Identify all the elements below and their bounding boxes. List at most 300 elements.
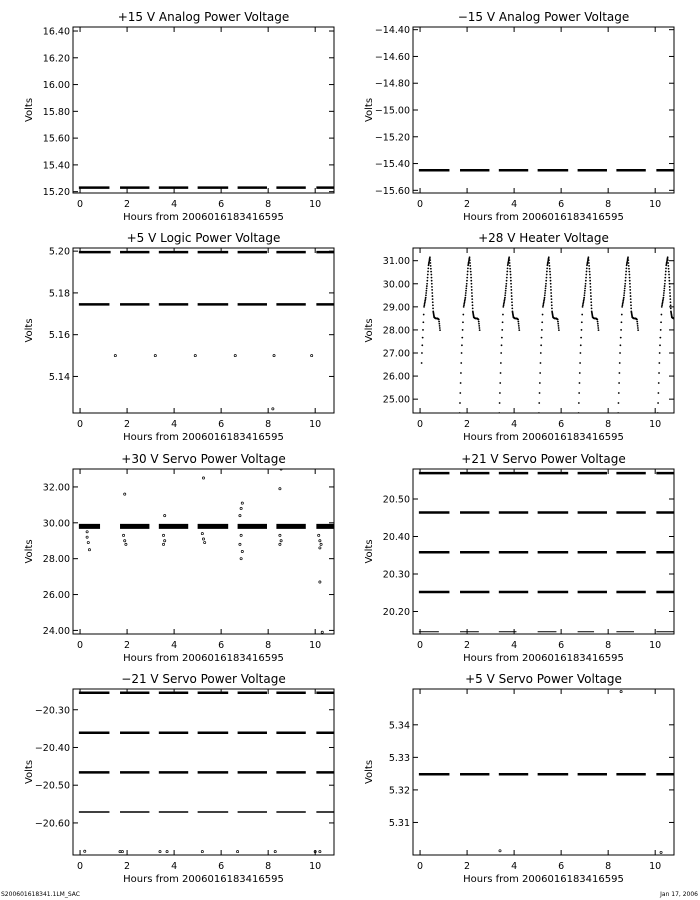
chart-4-cycle-3-point xyxy=(501,344,503,346)
chart-4-xtick-label: 4 xyxy=(511,419,518,430)
chart-4-cycle-1-point xyxy=(438,319,440,321)
chart-1-xtick-label: 0 xyxy=(77,199,84,210)
chart-3-ytick-label: 5.18 xyxy=(48,288,70,300)
chart-4-cycle-2-point xyxy=(478,319,480,321)
chart-4-cycle-5-point xyxy=(588,268,590,270)
chart-4-cycle-2-point xyxy=(471,292,473,294)
chart-4-cycle-6-point xyxy=(622,303,624,305)
chart-4-cycle-1-point xyxy=(423,306,425,308)
chart-4-cycle-3-point xyxy=(505,290,507,292)
chart-4-cycle-7-point xyxy=(664,277,666,279)
chart-4-cycle-4-point xyxy=(541,337,543,339)
chart-4-cycle-2-point xyxy=(465,294,467,296)
chart-5-point xyxy=(201,532,203,534)
chart-7-xtick-label: 8 xyxy=(265,861,272,872)
chart-8-ytick-label: 5.33 xyxy=(388,752,410,764)
chart-4-cycle-7-point xyxy=(659,344,661,346)
chart-3-xtick-label: 10 xyxy=(309,419,322,430)
chart-4-cycle-2-point xyxy=(469,256,471,258)
chart-4-cycle-3-point xyxy=(505,285,507,287)
chart-4-cycle-6-point xyxy=(630,304,632,306)
chart-5-point xyxy=(162,534,164,536)
chart-4-cycle-3-point xyxy=(510,280,512,282)
chart-4-cycle-2-point xyxy=(470,280,472,282)
chart-4-cycle-5-point xyxy=(580,352,582,354)
chart-7-point xyxy=(319,851,321,853)
chart-4-cycle-5-point xyxy=(589,283,591,285)
chart-5-xtick-label: 2 xyxy=(124,640,131,651)
chart-4-cycle-6-point xyxy=(625,267,627,269)
chart-4-cycle-4-point xyxy=(546,274,548,276)
chart-4-cycle-7-point xyxy=(665,267,667,269)
chart-4-cycle-6-point xyxy=(630,298,632,300)
chart-4-cycle-5-point xyxy=(584,294,586,296)
chart-4-ytick-label: 31.00 xyxy=(382,256,410,268)
chart-4-cycle-6-point xyxy=(623,292,625,294)
chart-4-cycle-6-point xyxy=(630,307,632,309)
chart-4-cycle-7-point xyxy=(662,300,664,302)
chart-7-xtick-label: 10 xyxy=(309,861,322,872)
chart-5-point xyxy=(319,547,321,549)
chart-4-cycle-2-point xyxy=(472,307,474,309)
chart-8-xtick-label: 0 xyxy=(417,861,424,872)
chart-4 xyxy=(364,231,679,443)
chart-4-cycle-1-point xyxy=(432,304,434,306)
chart-8-point xyxy=(660,851,662,853)
chart-4-cycle-4-point xyxy=(545,287,547,289)
chart-4-cycle-5-point xyxy=(589,280,591,282)
chart-4-cycle-2-point xyxy=(464,297,466,299)
chart-4-cycle-4-point xyxy=(538,402,540,404)
chart-7-xtick-label: 4 xyxy=(171,861,178,872)
chart-4-cycle-6-point xyxy=(628,268,630,270)
chart-4-cycle-7-point xyxy=(659,352,661,354)
chart-4-cycle-3-point xyxy=(504,294,506,296)
chart-4-cycle-5-point xyxy=(579,372,581,374)
chart-6-ylabel: Volts xyxy=(364,539,375,564)
chart-4-cycle-4-point xyxy=(549,277,551,279)
chart-4-cycle-4-point xyxy=(558,329,560,331)
chart-1-xtick-label: 2 xyxy=(124,199,131,210)
chart-7-xtick-label: 0 xyxy=(77,861,84,872)
chart-7-ytick-label: −20.50 xyxy=(34,780,70,792)
chart-6-xtick-label: 10 xyxy=(649,640,662,651)
chart-4-cycle-4-point xyxy=(544,297,546,299)
chart-4-cycle-6-point xyxy=(637,323,639,325)
chart-6-xlabel: Hours from 2006016183416595 xyxy=(463,653,624,664)
chart-8-frame xyxy=(413,689,674,855)
chart-4-cycle-4-point xyxy=(543,301,545,303)
chart-4-cycle-1-point xyxy=(426,287,428,289)
chart-7-point xyxy=(274,851,276,853)
chart-4-cycle-5-point xyxy=(588,265,590,267)
chart-4-cycle-7-point xyxy=(663,297,665,299)
chart-5-frame xyxy=(73,469,334,634)
chart-4-cycle-5-point xyxy=(588,259,590,261)
chart-4-cycle-3-point xyxy=(506,280,508,282)
chart-4-cycle-6-point xyxy=(637,329,639,331)
chart-3-ytick-label: 5.14 xyxy=(48,371,70,383)
chart-5-point xyxy=(125,543,127,545)
chart-4-cycle-3-point xyxy=(504,298,506,300)
chart-4-cycle-6-point xyxy=(623,294,625,296)
chart-7-point xyxy=(121,851,123,853)
chart-4-cycle-7-point xyxy=(665,274,667,276)
chart-4-cycle-2-point xyxy=(461,337,463,339)
chart-4-cycle-4-point xyxy=(548,262,550,264)
chart-1-ytick-label: 16.40 xyxy=(42,26,70,38)
chart-4-cycle-5-point xyxy=(579,362,581,364)
chart-4-cycle-6-point xyxy=(627,259,629,261)
chart-3-ylabel: Volts xyxy=(24,318,35,343)
chart-3-data xyxy=(79,252,339,410)
chart-4-cycle-2-point xyxy=(464,300,466,302)
chart-4-cycle-6-point xyxy=(629,274,631,276)
chart-4-cycle-1-point xyxy=(432,295,434,297)
chart-5-point xyxy=(239,543,241,545)
chart-4-cycle-7-point xyxy=(670,304,672,306)
chart-5-point xyxy=(88,549,90,551)
chart-4-cycle-6-point xyxy=(629,280,631,282)
chart-4-cycle-7-point xyxy=(669,295,671,297)
chart-4-cycle-2-point xyxy=(463,304,465,306)
chart-4-cycle-7-point xyxy=(668,274,670,276)
chart-4-cycle-7-point xyxy=(676,325,678,327)
chart-4-cycle-4-point xyxy=(544,292,546,294)
chart-4-ytick-label: 30.00 xyxy=(382,279,410,291)
chart-4-cycle-7-point xyxy=(667,256,669,258)
chart-4-cycle-3-point xyxy=(518,325,520,327)
chart-3-frame xyxy=(73,248,334,413)
chart-4-cycle-6-point xyxy=(623,297,625,299)
chart-3-xlabel: Hours from 2006016183416595 xyxy=(123,432,284,443)
chart-4-cycle-4-point xyxy=(558,325,560,327)
chart-4-cycle-3-point xyxy=(506,271,508,273)
chart-4-cycle-2-point xyxy=(470,271,472,273)
chart-4-cycle-1-point xyxy=(424,300,426,302)
chart-5-point xyxy=(320,543,322,545)
chart-6-xtick-label: 2 xyxy=(464,640,471,651)
chart-4-cycle-5-point xyxy=(588,256,590,258)
chart-4-ytick-label: 25.00 xyxy=(382,394,410,406)
chart-4-cycle-5-point xyxy=(590,298,592,300)
chart-4-cycle-1-point xyxy=(429,256,431,258)
chart-4-cycle-3-point xyxy=(500,352,502,354)
chart-3-xtick-label: 8 xyxy=(265,419,272,430)
chart-4-cycle-1-point xyxy=(430,265,432,267)
chart-3-ytick-label: 5.16 xyxy=(48,330,70,342)
chart-5-point xyxy=(280,540,282,542)
chart-4-cycle-7-point xyxy=(669,286,671,288)
chart-4-xtick-label: 8 xyxy=(605,419,612,430)
chart-3-point xyxy=(114,354,116,356)
chart-4-cycle-3-point xyxy=(502,321,504,323)
chart-1-ylabel: Volts xyxy=(24,97,35,123)
chart-4-cycle-7-point xyxy=(664,283,666,285)
chart-3-ytick-label: 5.20 xyxy=(48,246,70,258)
chart-4-cycle-7-point xyxy=(669,283,671,285)
chart-4-cycle-4-point xyxy=(542,306,544,308)
chart-4-cycle-2-point xyxy=(478,323,480,325)
chart-5 xyxy=(24,452,339,664)
chart-4-cycle-2-point xyxy=(479,329,481,331)
chart-4-cycle-2-point xyxy=(461,344,463,346)
chart-4-cycle-3-point xyxy=(506,277,508,279)
chart-4-cycle-1-point xyxy=(422,321,424,323)
chart-4-cycle-7-point xyxy=(663,287,665,289)
chart-5-xtick-label: 10 xyxy=(309,640,322,651)
chart-4-cycle-7-point xyxy=(660,329,662,331)
chart-2-ytick-label: −15.40 xyxy=(374,159,410,171)
chart-4-cycle-1-point xyxy=(430,262,432,264)
chart-7 xyxy=(24,672,339,885)
chart-4-cycle-4-point xyxy=(539,372,541,374)
chart-4-cycle-7-point xyxy=(657,412,659,414)
chart-5-point xyxy=(241,550,243,552)
chart-4-cycle-6-point xyxy=(630,295,632,297)
chart-4-cycle-5-point xyxy=(584,292,586,294)
chart-4-cycle-4-point xyxy=(539,392,541,394)
chart-4-cycle-7-point xyxy=(665,271,667,273)
chart-4-cycle-6-point xyxy=(620,337,622,339)
chart-5-ytick-label: 32.00 xyxy=(42,482,70,494)
chart-4-cycle-6-point xyxy=(627,256,629,258)
chart-2 xyxy=(364,10,679,223)
chart-7-title: −21 V Servo Power Voltage xyxy=(121,672,286,686)
chart-4-cycle-6-point xyxy=(625,280,627,282)
chart-4-cycle-4-point xyxy=(546,267,548,269)
chart-4-ytick-label: 26.00 xyxy=(382,371,410,383)
chart-4-cycle-4-point xyxy=(550,289,552,291)
chart-4-cycle-1-point xyxy=(426,285,428,287)
chart-4-cycle-1-point xyxy=(426,283,428,285)
chart-5-point xyxy=(279,543,281,545)
chart-4-cycle-1-point xyxy=(438,323,440,325)
chart-4-data xyxy=(421,256,679,414)
chart-5-point xyxy=(239,515,241,517)
chart-4-cycle-2-point xyxy=(469,265,471,267)
chart-4-cycle-7-point xyxy=(677,329,679,331)
chart-4-cycle-3-point xyxy=(508,256,510,258)
chart-4-cycle-7-point xyxy=(675,318,677,320)
chart-4-cycle-1-point xyxy=(431,286,433,288)
chart-4-cycle-1-point xyxy=(426,280,428,282)
chart-4-cycle-7-point xyxy=(662,301,664,303)
chart-4-cycle-1-point xyxy=(438,321,440,323)
chart-4-cycle-1-point xyxy=(427,267,429,269)
chart-4-cycle-7-point xyxy=(676,323,678,325)
chart-2-frame xyxy=(413,27,674,193)
chart-4-cycle-2-point xyxy=(471,295,473,297)
chart-4-cycle-5-point xyxy=(596,319,598,321)
chart-4-cycle-3-point xyxy=(510,286,512,288)
chart-4-cycle-3-point xyxy=(511,298,513,300)
chart-4-cycle-2-point xyxy=(470,274,472,276)
chart-5-point xyxy=(86,531,88,533)
chart-4-cycle-2-point xyxy=(466,283,468,285)
chart-4-cycle-5-point xyxy=(582,303,584,305)
chart-4-cycle-1-point xyxy=(427,277,429,279)
chart-4-cycle-2-point xyxy=(464,298,466,300)
chart-4-cycle-7-point xyxy=(663,292,665,294)
chart-5-point xyxy=(279,488,281,490)
chart-4-cycle-2-point xyxy=(461,352,463,354)
chart-4-cycle-7-point xyxy=(657,402,659,404)
chart-4-cycle-5-point xyxy=(590,286,592,288)
chart-1-xtick-label: 10 xyxy=(309,199,322,210)
chart-4-cycle-7-point xyxy=(662,298,664,300)
chart-4-cycle-3-point xyxy=(501,337,503,339)
chart-2-xtick-label: 2 xyxy=(464,199,471,210)
chart-4-cycle-4-point xyxy=(551,307,553,309)
chart-4-cycle-3-point xyxy=(499,392,501,394)
chart-4-cycle-4-point xyxy=(551,304,553,306)
chart-4-cycle-3-point xyxy=(510,274,512,276)
chart-2-ylabel: Volts xyxy=(364,97,375,123)
chart-6-xtick-label: 4 xyxy=(511,640,518,651)
chart-4-cycle-6-point xyxy=(619,362,621,364)
chart-4-cycle-1-point xyxy=(421,362,423,364)
chart-4-cycle-2-point xyxy=(463,306,465,308)
chart-4-cycle-5-point xyxy=(583,300,585,302)
chart-6-xtick-label: 8 xyxy=(605,640,612,651)
chart-4-cycle-4-point xyxy=(549,271,551,273)
chart-4-cycle-2-point xyxy=(478,325,480,327)
chart-2-xtick-label: 4 xyxy=(511,199,518,210)
chart-4-cycle-7-point xyxy=(674,317,676,319)
chart-4-cycle-1-point xyxy=(430,274,432,276)
chart-5-point xyxy=(124,540,126,542)
chart-4-cycle-2-point xyxy=(460,382,462,384)
chart-4-cycle-6-point xyxy=(637,327,639,329)
chart-5-point xyxy=(124,493,126,495)
chart-4-cycle-3-point xyxy=(503,300,505,302)
chart-4-cycle-1-point xyxy=(425,297,427,299)
chart-5-point xyxy=(240,534,242,536)
chart-4-cycle-4-point xyxy=(538,412,540,414)
chart-4-cycle-1-point xyxy=(425,294,427,296)
chart-4-cycle-1-point xyxy=(425,292,427,294)
footer-file-id: S200601618341.1LM_SAC xyxy=(1,891,80,898)
chart-4-cycle-1-point xyxy=(422,329,424,331)
chart-4-cycle-5-point xyxy=(582,304,584,306)
chart-4-cycle-7-point xyxy=(658,362,660,364)
chart-8-ytick-label: 5.32 xyxy=(388,785,410,797)
chart-4-cycle-4-point xyxy=(558,327,560,329)
chart-4-ytick-label: 29.00 xyxy=(382,302,410,314)
chart-4-cycle-7-point xyxy=(676,319,678,321)
chart-4-cycle-5-point xyxy=(597,325,599,327)
chart-4-cycle-3-point xyxy=(502,314,504,316)
chart-4-cycle-7-point xyxy=(668,271,670,273)
chart-4-cycle-3-point xyxy=(509,262,511,264)
chart-4-cycle-7-point xyxy=(668,268,670,270)
chart-4-cycle-2-point xyxy=(469,259,471,261)
chart-4-cycle-5-point xyxy=(579,382,581,384)
chart-4-cycle-1-point xyxy=(421,344,423,346)
chart-7-point xyxy=(166,851,168,853)
chart-6-xtick-label: 6 xyxy=(558,640,565,651)
chart-5-point xyxy=(162,543,164,545)
chart-2-ytick-label: −15.00 xyxy=(374,105,410,117)
chart-4-cycle-5-point xyxy=(597,321,599,323)
chart-4-cycle-4-point xyxy=(550,292,552,294)
chart-4-cycle-6-point xyxy=(619,372,621,374)
chart-5-ylabel: Volts xyxy=(24,539,35,564)
chart-4-cycle-4-point xyxy=(543,298,545,300)
chart-4-cycle-2-point xyxy=(471,289,473,291)
chart-4-cycle-7-point xyxy=(664,280,666,282)
chart-4-title: +28 V Heater Voltage xyxy=(478,231,609,245)
chart-4-cycle-5-point xyxy=(585,280,587,282)
chart-4-cycle-4-point xyxy=(541,321,543,323)
chart-4-cycle-3-point xyxy=(505,283,507,285)
chart-4-cycle-4-point xyxy=(543,300,545,302)
chart-8-xtick-label: 4 xyxy=(511,861,518,872)
chart-4-cycle-5-point xyxy=(583,298,585,300)
chart-5-point xyxy=(86,536,88,538)
chart-5-point xyxy=(122,534,124,536)
chart-4-cycle-6-point xyxy=(637,325,639,327)
chart-4-cycle-5-point xyxy=(585,283,587,285)
chart-4-cycle-7-point xyxy=(675,318,677,320)
chart-4-cycle-2-point xyxy=(471,301,473,303)
chart-4-cycle-4-point xyxy=(544,294,546,296)
chart-4-cycle-3-point xyxy=(511,295,513,297)
chart-7-xlabel: Hours from 2006016183416595 xyxy=(123,874,284,885)
chart-4-xlabel: Hours from 2006016183416595 xyxy=(463,432,624,443)
chart-4-cycle-7-point xyxy=(675,318,677,320)
chart-4-cycle-1-point xyxy=(432,298,434,300)
chart-4-cycle-3-point xyxy=(499,382,501,384)
chart-4-cycle-5-point xyxy=(585,274,587,276)
chart-1 xyxy=(24,10,339,223)
chart-4-cycle-4-point xyxy=(539,382,541,384)
chart-4-cycle-2-point xyxy=(459,412,461,414)
chart-4-ytick-label: 27.00 xyxy=(382,348,410,360)
chart-4-cycle-7-point xyxy=(668,277,670,279)
chart-4-ytick-label: 28.00 xyxy=(382,325,410,337)
chart-5-point xyxy=(164,515,166,517)
chart-5-data xyxy=(79,468,339,633)
chart-4-cycle-5-point xyxy=(585,277,587,279)
chart-4-cycle-1-point xyxy=(423,304,425,306)
chart-5-ytick-label: 28.00 xyxy=(42,554,70,566)
chart-8-point xyxy=(499,850,501,852)
chart-4-xtick-label: 2 xyxy=(464,419,471,430)
chart-4-cycle-5-point xyxy=(582,301,584,303)
chart-1-ytick-label: 15.20 xyxy=(42,187,70,199)
chart-7-point xyxy=(119,851,121,853)
chart-4-cycle-3-point xyxy=(501,329,503,331)
chart-4-cycle-1-point xyxy=(424,301,426,303)
chart-5-point xyxy=(321,631,323,633)
chart-4-cycle-7-point xyxy=(661,314,663,316)
chart-4-cycle-2-point xyxy=(466,285,468,287)
chart-4-cycle-4-point xyxy=(544,290,546,292)
chart-4-cycle-3-point xyxy=(503,301,505,303)
chart-8 xyxy=(364,672,679,885)
chart-4-cycle-4-point xyxy=(550,280,552,282)
chart-4-cycle-4-point xyxy=(540,362,542,364)
chart-4-cycle-2-point xyxy=(469,262,471,264)
chart-4-cycle-6-point xyxy=(618,382,620,384)
chart-4-cycle-5-point xyxy=(584,285,586,287)
chart-1-frame xyxy=(73,27,334,193)
chart-1-xtick-label: 8 xyxy=(265,199,272,210)
chart-4-cycle-3-point xyxy=(498,412,500,414)
chart-4-cycle-5-point xyxy=(581,321,583,323)
